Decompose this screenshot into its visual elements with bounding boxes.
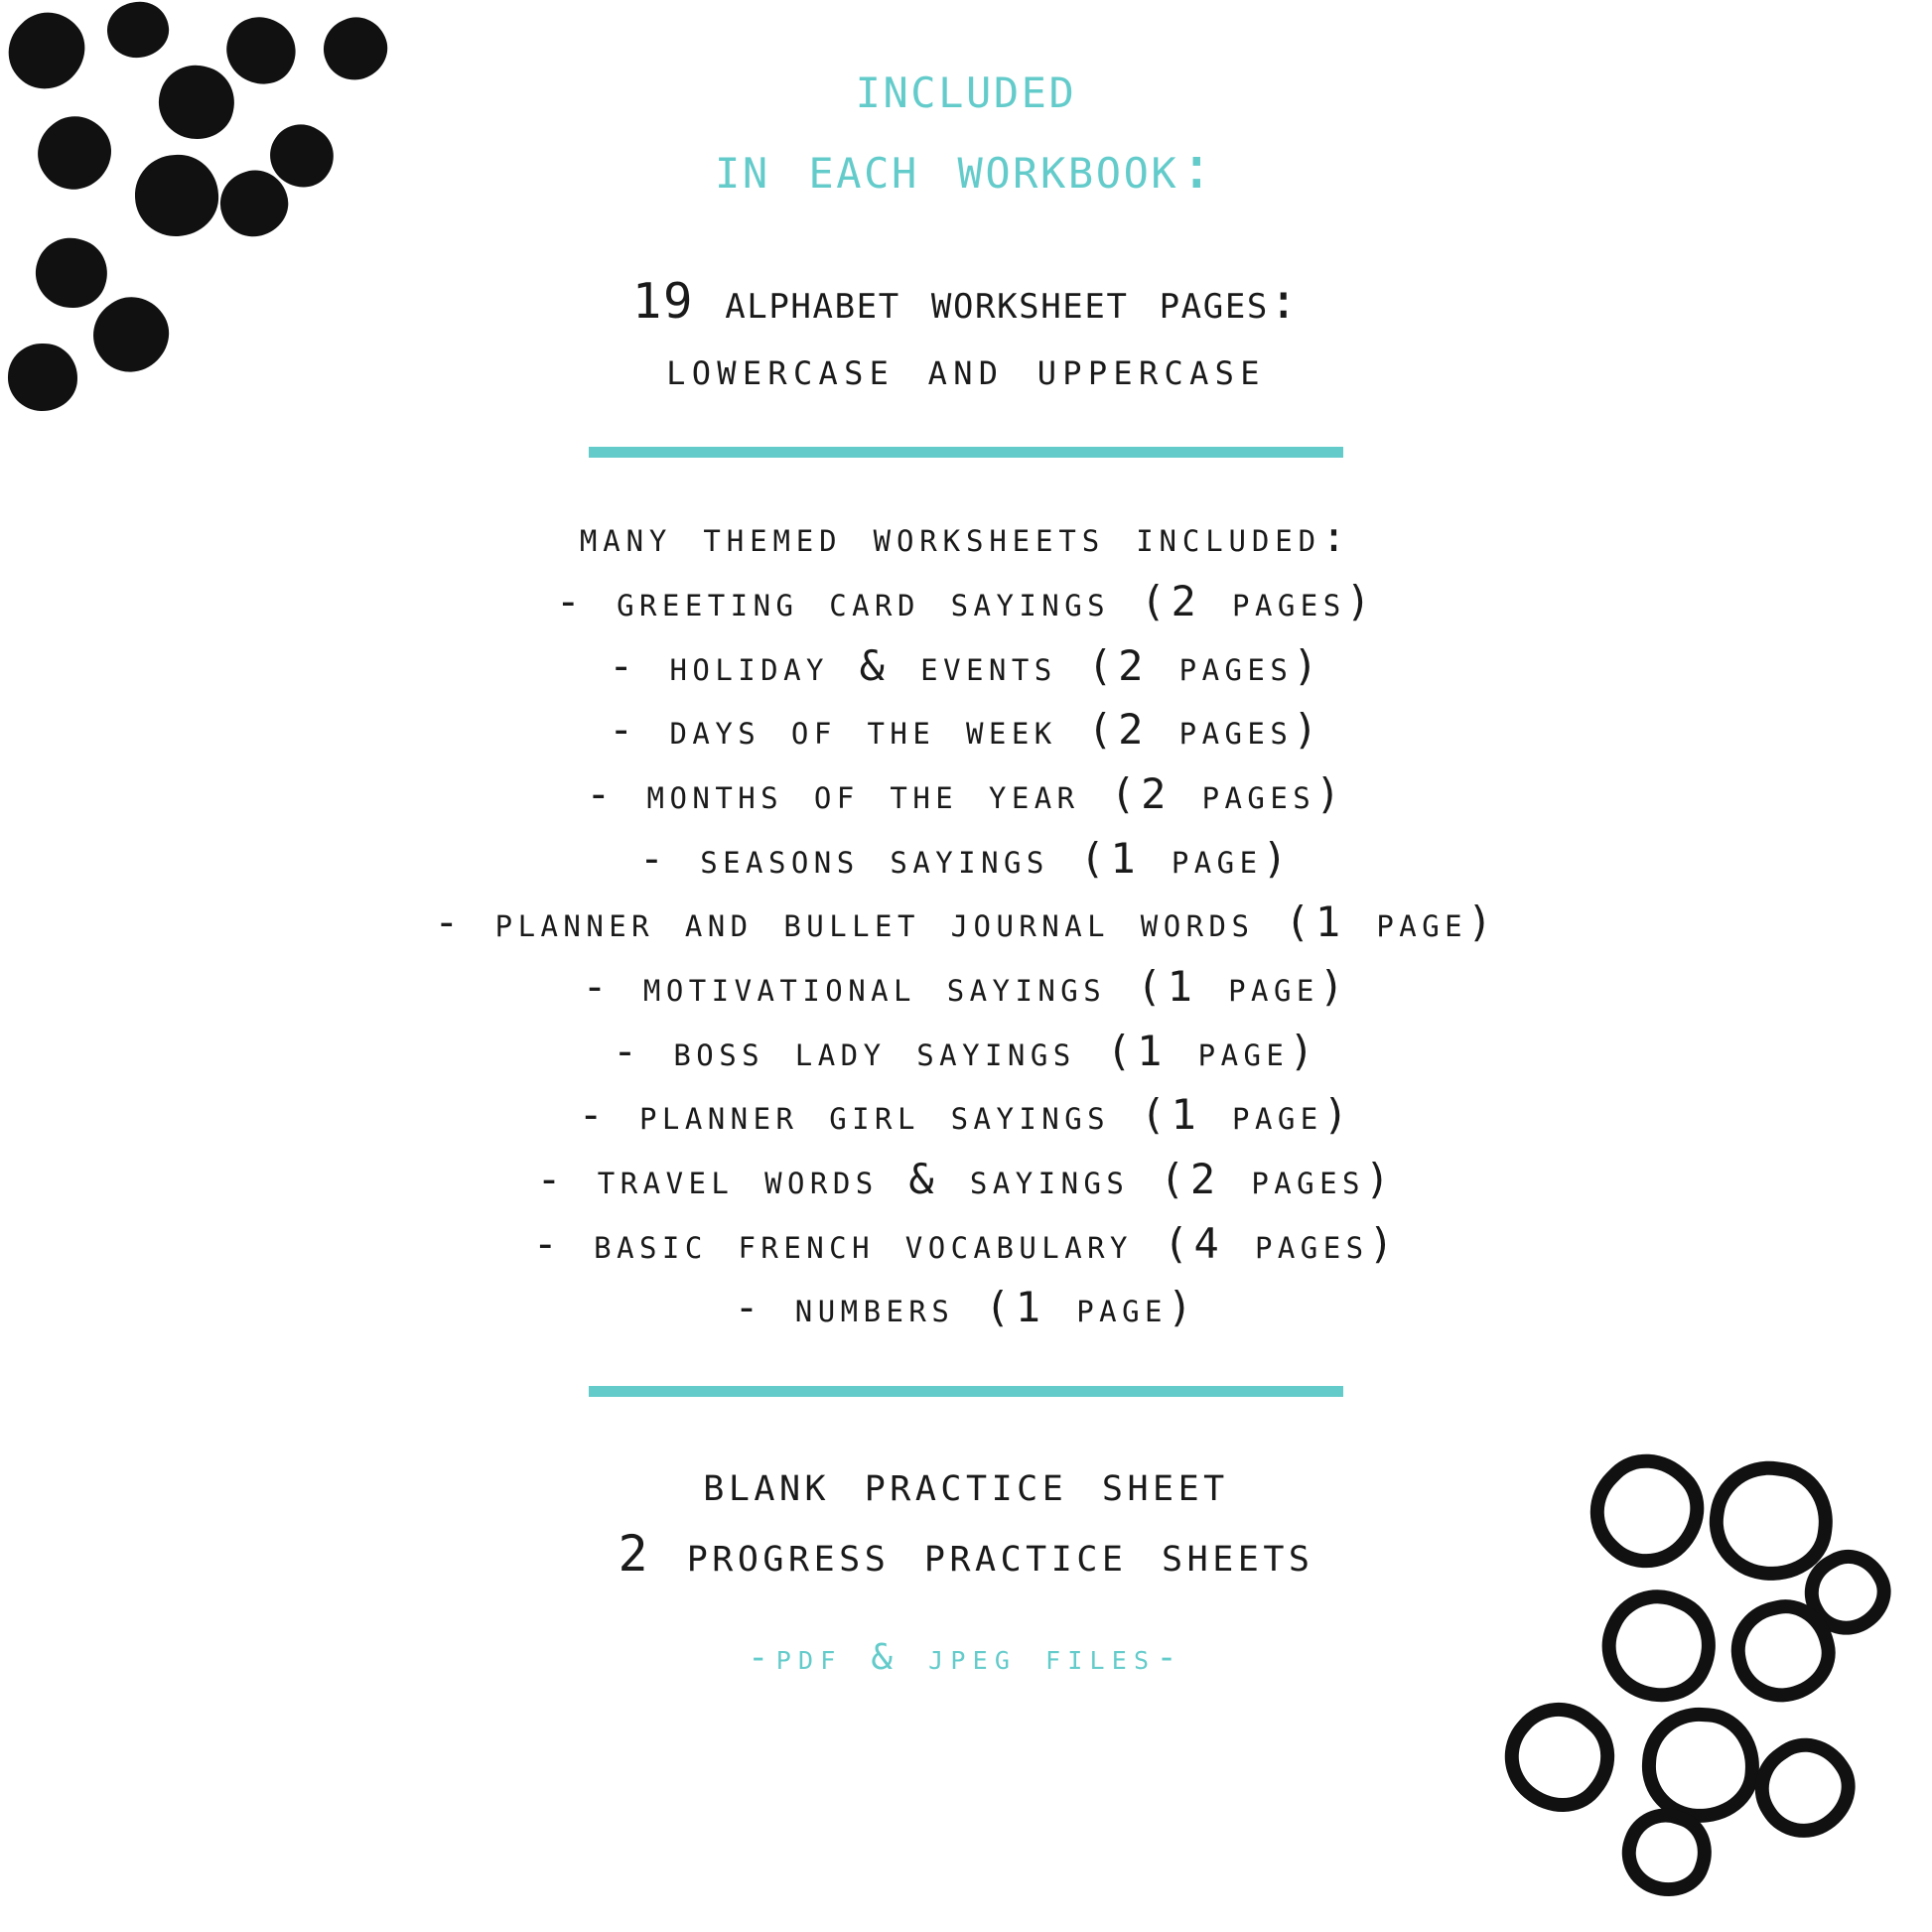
extras-line-2: 2 progress practice sheets bbox=[618, 1525, 1314, 1584]
extras-block bbox=[619, 1449, 1314, 1589]
list-item: - planner and bullet journal words (1 page) bbox=[434, 897, 1498, 947]
list-item: - greeting card sayings (2 pages) bbox=[555, 576, 1377, 625]
file-formats-note: -pdf & jpeg files- bbox=[747, 1637, 1185, 1679]
subtitle bbox=[632, 266, 1300, 401]
list-item: - planner girl sayings (1 page) bbox=[578, 1090, 1354, 1140]
list-item: - numbers (1 page) bbox=[734, 1283, 1198, 1332]
subtitle-line-1: 19 alphabet worksheet pages: bbox=[631, 273, 1301, 330]
worksheet-list-items bbox=[434, 570, 1498, 1340]
worksheet-list-heading: many themed worksheets included: bbox=[579, 512, 1353, 562]
divider-top bbox=[589, 447, 1343, 458]
list-item: - days of the week (2 pages) bbox=[608, 705, 1323, 755]
page-title bbox=[715, 48, 1217, 208]
page-title-line-2: in each workbook: bbox=[715, 133, 1217, 203]
list-item: - months of the year (2 pages) bbox=[586, 768, 1346, 818]
list-item: - basic french vocabulary (4 pages) bbox=[532, 1218, 1400, 1268]
extras-line-1: blank practice sheet bbox=[703, 1454, 1229, 1513]
subtitle-line-2: lowercase and uppercase bbox=[666, 343, 1266, 396]
list-item: - motivational sayings (1 page) bbox=[582, 962, 1350, 1011]
page-title-line-1: included bbox=[855, 53, 1077, 122]
list-item: - travel words & sayings (2 pages) bbox=[536, 1155, 1396, 1204]
divider-bottom bbox=[589, 1386, 1343, 1397]
list-item: - seasons sayings (1 page) bbox=[638, 833, 1294, 883]
list-item: - boss lady sayings (1 page) bbox=[612, 1026, 1320, 1075]
worksheet-list bbox=[434, 505, 1498, 1340]
list-item: - holiday & events (2 pages) bbox=[608, 640, 1323, 690]
